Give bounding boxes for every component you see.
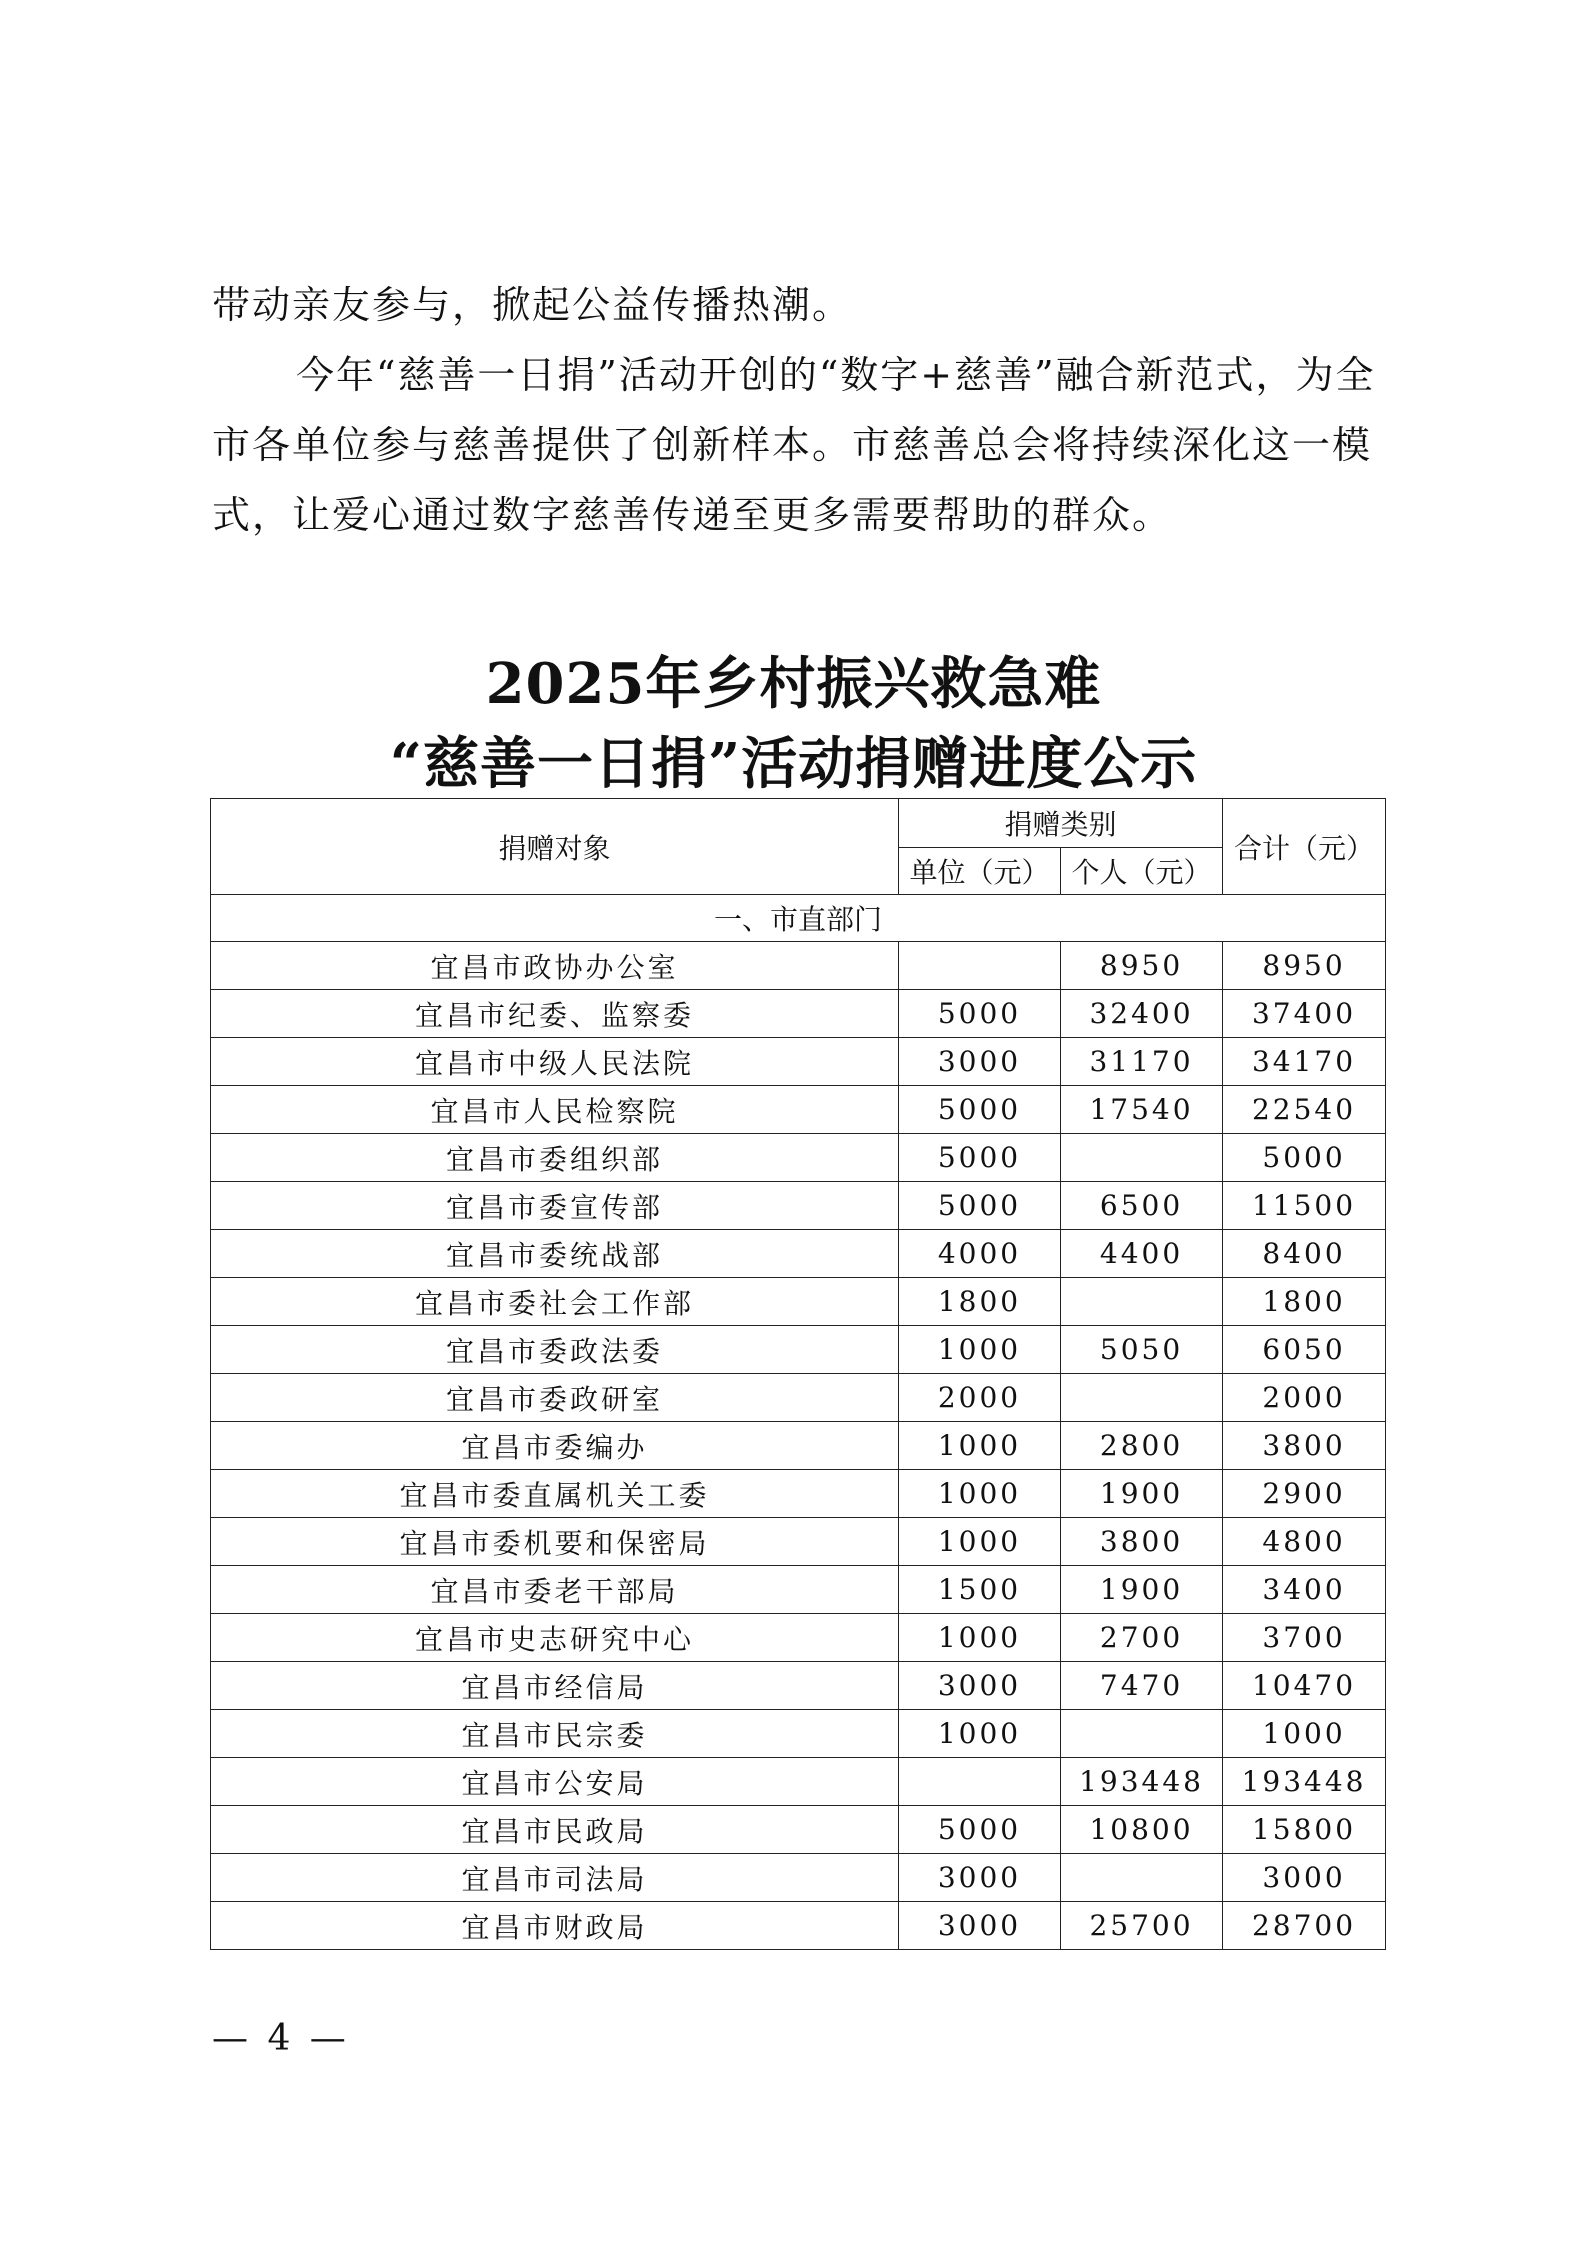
table-row	[211, 1614, 1386, 1662]
cell-unit-amount	[899, 1758, 1061, 1806]
donation-table	[210, 798, 1386, 1950]
cell-total-amount: 22540	[1223, 1086, 1386, 1134]
cell-unit-amount: 1000	[899, 1710, 1061, 1758]
body-paragraph-2: 今年“慈善一日捐”活动开创的“数字+慈善”融合新范式，为全市各单位参与慈善提供了创新样本。市慈善总会将持续深化这一模式，让爱心通过数字慈善传递至更多需要帮助的群众。	[212, 353, 1376, 537]
body-paragraph-1: 带动亲友参与，掀起公益传播热潮。	[212, 283, 853, 327]
cell-recipient: 宜昌市委政研室	[211, 1374, 899, 1422]
cell-recipient: 宜昌市公安局	[211, 1758, 899, 1806]
cell-recipient: 宜昌市人民检察院	[211, 1086, 899, 1134]
cell-total-amount: 1000	[1223, 1710, 1386, 1758]
header-recipient: 捐赠对象	[211, 799, 899, 895]
cell-unit-amount: 1000	[899, 1422, 1061, 1470]
cell-recipient: 宜昌市史志研究中心	[211, 1614, 899, 1662]
cell-individual-amount	[1061, 1374, 1223, 1422]
cell-total-amount: 2900	[1223, 1470, 1386, 1518]
cell-recipient: 宜昌市财政局	[211, 1902, 899, 1950]
cell-unit-amount: 5000	[899, 1806, 1061, 1854]
cell-unit-amount: 1000	[899, 1614, 1061, 1662]
cell-recipient: 宜昌市委机要和保密局	[211, 1518, 899, 1566]
cell-total-amount: 6050	[1223, 1326, 1386, 1374]
table-row	[211, 1374, 1386, 1422]
cell-individual-amount	[1061, 1710, 1223, 1758]
cell-recipient: 宜昌市委政法委	[211, 1326, 899, 1374]
cell-individual-amount: 7470	[1061, 1662, 1223, 1710]
cell-unit-amount: 3000	[899, 1662, 1061, 1710]
cell-unit-amount: 5000	[899, 990, 1061, 1038]
cell-total-amount: 1800	[1223, 1278, 1386, 1326]
table-row	[211, 1086, 1386, 1134]
table-row	[211, 1758, 1386, 1806]
table-row	[211, 1854, 1386, 1902]
cell-recipient: 宜昌市委统战部	[211, 1230, 899, 1278]
cell-individual-amount: 32400	[1061, 990, 1223, 1038]
cell-unit-amount: 3000	[899, 1038, 1061, 1086]
cell-unit-amount: 5000	[899, 1086, 1061, 1134]
cell-unit-amount: 4000	[899, 1230, 1061, 1278]
cell-individual-amount	[1061, 1278, 1223, 1326]
cell-unit-amount: 1800	[899, 1278, 1061, 1326]
cell-total-amount: 3000	[1223, 1854, 1386, 1902]
cell-recipient: 宜昌市民宗委	[211, 1710, 899, 1758]
cell-total-amount: 8400	[1223, 1230, 1386, 1278]
cell-recipient: 宜昌市委编办	[211, 1422, 899, 1470]
cell-unit-amount: 3000	[899, 1902, 1061, 1950]
cell-individual-amount: 1900	[1061, 1470, 1223, 1518]
cell-total-amount: 3400	[1223, 1566, 1386, 1614]
table-row	[211, 1710, 1386, 1758]
table-row	[211, 1326, 1386, 1374]
cell-individual-amount: 1900	[1061, 1566, 1223, 1614]
table-row	[211, 1902, 1386, 1950]
table-header-row	[211, 799, 1386, 848]
table-row	[211, 942, 1386, 990]
cell-individual-amount: 2700	[1061, 1614, 1223, 1662]
cell-total-amount: 3700	[1223, 1614, 1386, 1662]
cell-individual-amount: 5050	[1061, 1326, 1223, 1374]
cell-recipient: 宜昌市委组织部	[211, 1134, 899, 1182]
cell-total-amount: 5000	[1223, 1134, 1386, 1182]
cell-individual-amount: 17540	[1061, 1086, 1223, 1134]
cell-recipient: 宜昌市纪委、监察委	[211, 990, 899, 1038]
cell-individual-amount: 193448	[1061, 1758, 1223, 1806]
cell-recipient: 宜昌市民政局	[211, 1806, 899, 1854]
table-row	[211, 1182, 1386, 1230]
cell-individual-amount	[1061, 1134, 1223, 1182]
cell-unit-amount: 1000	[899, 1518, 1061, 1566]
table-row	[211, 1806, 1386, 1854]
cell-individual-amount: 6500	[1061, 1182, 1223, 1230]
cell-total-amount: 3800	[1223, 1422, 1386, 1470]
cell-individual-amount: 10800	[1061, 1806, 1223, 1854]
cell-total-amount: 15800	[1223, 1806, 1386, 1854]
cell-recipient: 宜昌市政协办公室	[211, 942, 899, 990]
table-row	[211, 1422, 1386, 1470]
cell-unit-amount: 5000	[899, 1134, 1061, 1182]
cell-unit-amount: 1000	[899, 1326, 1061, 1374]
cell-recipient: 宜昌市司法局	[211, 1854, 899, 1902]
cell-total-amount: 8950	[1223, 942, 1386, 990]
cell-unit-amount: 2000	[899, 1374, 1061, 1422]
cell-unit-amount: 1500	[899, 1566, 1061, 1614]
page-number: — 4 —	[212, 2018, 350, 2059]
cell-recipient: 宜昌市委宣传部	[211, 1182, 899, 1230]
cell-recipient: 宜昌市经信局	[211, 1662, 899, 1710]
cell-individual-amount: 25700	[1061, 1902, 1223, 1950]
cell-recipient: 宜昌市中级人民法院	[211, 1038, 899, 1086]
cell-total-amount: 2000	[1223, 1374, 1386, 1422]
document-title-line-1: 2025年乡村振兴救急难	[485, 651, 1102, 717]
cell-total-amount: 34170	[1223, 1038, 1386, 1086]
section-row	[211, 895, 1386, 942]
cell-unit-amount: 5000	[899, 1182, 1061, 1230]
header-individual: 个人（元）	[1061, 848, 1223, 895]
cell-individual-amount	[1061, 1854, 1223, 1902]
cell-unit-amount: 3000	[899, 1854, 1061, 1902]
table-row	[211, 1278, 1386, 1326]
cell-individual-amount: 4400	[1061, 1230, 1223, 1278]
header-unit: 单位（元）	[899, 848, 1061, 895]
section-label: 一、市直部门	[211, 895, 1386, 942]
cell-recipient: 宜昌市委社会工作部	[211, 1278, 899, 1326]
cell-individual-amount: 8950	[1061, 942, 1223, 990]
table-row	[211, 1230, 1386, 1278]
table-row	[211, 990, 1386, 1038]
cell-recipient: 宜昌市委直属机关工委	[211, 1470, 899, 1518]
cell-recipient: 宜昌市委老干部局	[211, 1566, 899, 1614]
cell-individual-amount: 2800	[1061, 1422, 1223, 1470]
table-row	[211, 1134, 1386, 1182]
cell-unit-amount: 1000	[899, 1470, 1061, 1518]
table-row	[211, 1518, 1386, 1566]
cell-individual-amount: 3800	[1061, 1518, 1223, 1566]
cell-total-amount: 28700	[1223, 1902, 1386, 1950]
cell-total-amount: 4800	[1223, 1518, 1386, 1566]
cell-unit-amount	[899, 942, 1061, 990]
cell-total-amount: 193448	[1223, 1758, 1386, 1806]
cell-total-amount: 37400	[1223, 990, 1386, 1038]
document-title-line-2: “慈善一日捐”活动捐赠进度公示	[389, 731, 1198, 797]
cell-total-amount: 10470	[1223, 1662, 1386, 1710]
cell-total-amount: 11500	[1223, 1182, 1386, 1230]
table-row	[211, 1470, 1386, 1518]
header-category: 捐赠类别	[899, 799, 1223, 848]
header-total: 合计（元）	[1223, 799, 1386, 895]
cell-individual-amount: 31170	[1061, 1038, 1223, 1086]
table-row	[211, 1662, 1386, 1710]
table-row	[211, 1566, 1386, 1614]
table-row	[211, 1038, 1386, 1086]
